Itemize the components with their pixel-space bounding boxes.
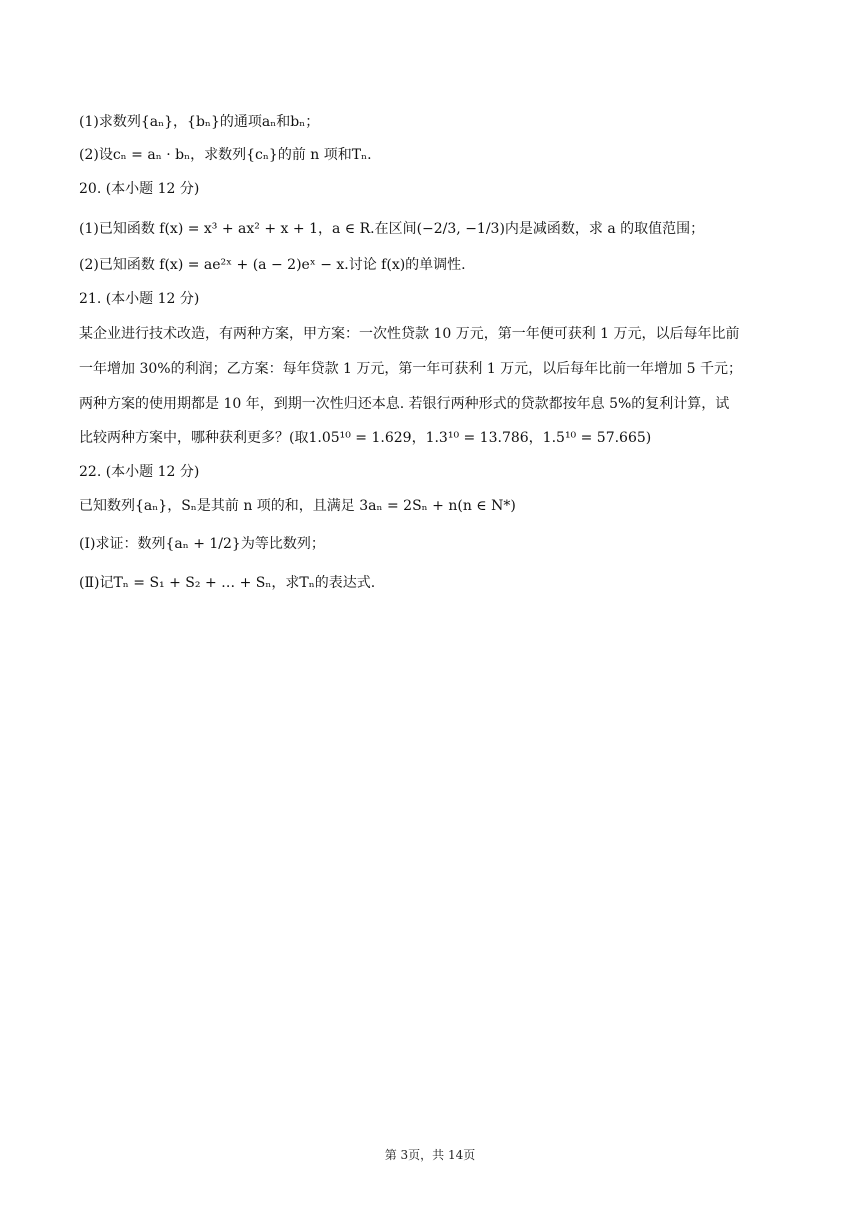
problem19-part2: (2)设cₙ = aₙ · bₙ，求数列{cₙ}的前 n 项和Tₙ. [79,147,372,163]
problem19-part1: (1)求数列{aₙ}，{bₙ}的通项aₙ和bₙ； [79,114,320,130]
problem22-heading: 22. (本小题 12 分) [79,464,200,480]
problem21-line2: 一年增加 30%的利润；乙方案：每年贷款 1 万元，第一年可获利 1 万元，以后每年比前一年增加 5 千元； [79,361,742,377]
page-footer: 第 3页，共 14页 [384,1148,476,1162]
problem21-line1: 某企业进行技术改造，有两种方案，甲方案：一次性贷款 10 万元，第一年便可获利 1 万元，以后每年比前 [79,326,740,342]
problem21-heading: 21. (本小题 12 分) [79,291,200,307]
problem20-heading: 20. (本小题 12 分) [79,181,200,197]
problem22-part2: (Ⅱ)记Tₙ = S₁ + S₂ + … + Sₙ，求Tₙ的表达式. [79,575,376,591]
problem21-line4: 比较两种方案中，哪种获利更多？(取1.05¹⁰ = 1.629，1.3¹⁰ = 13.786，1.5¹⁰ = 57.665) [79,430,652,446]
problem20-part2: (2)已知函数 f(x) = ae²ˣ + (a − 2)eˣ − x.讨论 f(x)的单调性. [79,257,466,273]
problem20-part1: (1)已知函数 f(x) = x³ + ax² + x + 1，a ∈ R.在区间(−2/3, −1/3)内是减函数，求 a 的取值范围； [79,221,705,237]
problem21-line3: 两种方案的使用期都是 10 年，到期一次性归还本息. 若银行两种形式的贷款都按年息 5%的复利计算，试 [79,396,730,412]
problem22-stem: 已知数列{aₙ}，Sₙ是其前 n 项的和，且满足 3aₙ = 2Sₙ + n(n ∈ N*) [79,498,516,514]
problem22-part1: (Ⅰ)求证：数列{aₙ + 1/2}为等比数列； [79,536,325,552]
